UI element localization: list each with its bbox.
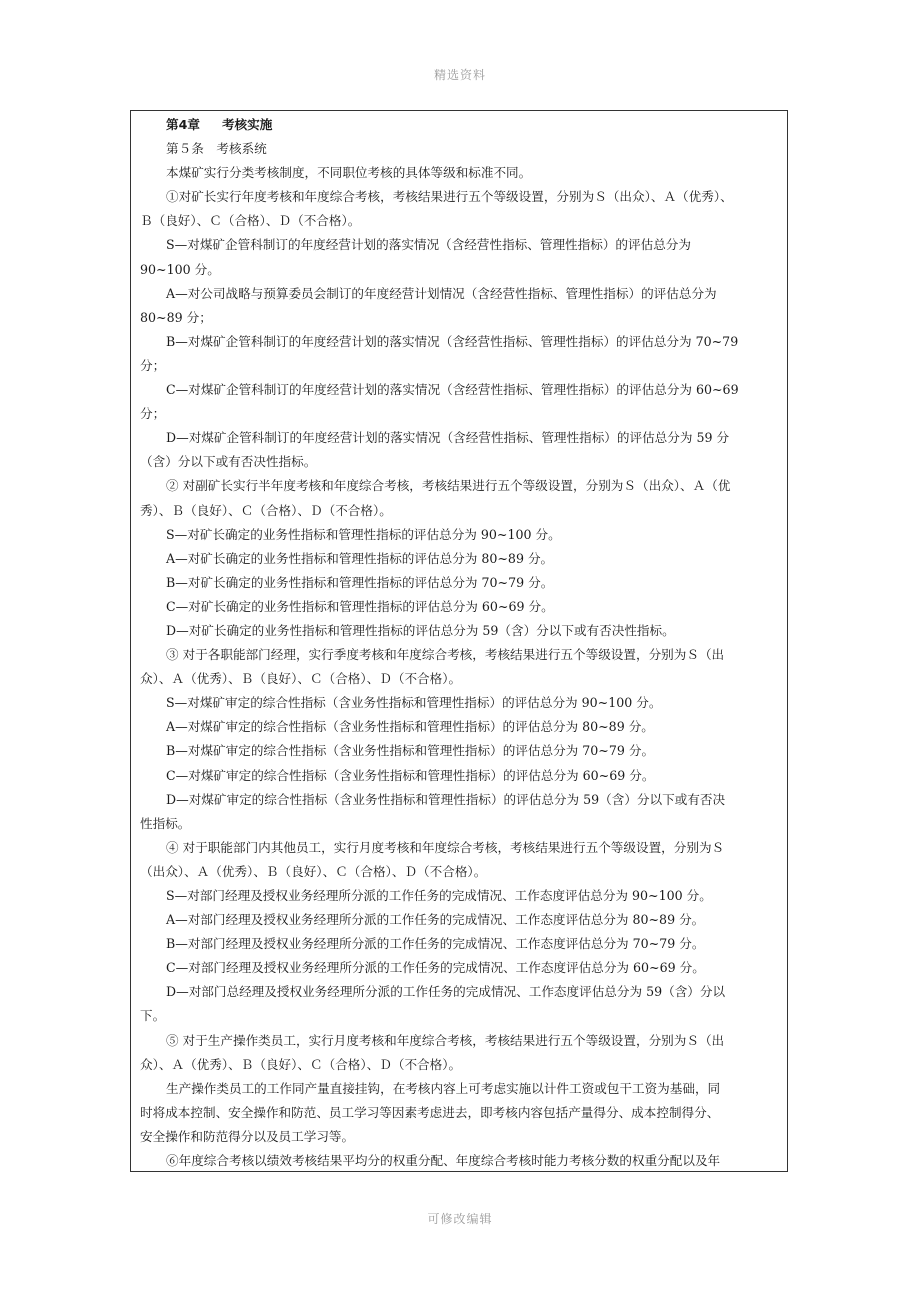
text-line: S—对部门经理及授权业务经理所分派的工作任务的完成情况、工作态度评估总分为 90~100 分。 — [166, 888, 712, 903]
text-line: B—对煤矿企管科制订的年度经营计划的落实情况（含经营性指标、管理性指标）的评估总分为 70~79 — [166, 333, 739, 349]
text-line: 分； — [140, 357, 166, 373]
text-line: A—对公司战略与预算委员会制订的年度经营计划情况（含经营性指标、管理性指标）的评估总分为 — [166, 285, 717, 301]
text-line: 性指标。 — [140, 815, 191, 831]
chapter-number: 第4章 — [166, 117, 200, 132]
text-line: Ｂ（良好）、Ｃ（合格）、Ｄ（不合格）。 — [140, 213, 361, 229]
text-line: C—对部门经理及授权业务经理所分派的工作任务的完成情况、工作态度评估总分为 60~69 分。 — [166, 960, 705, 976]
text-line: （含）分以下或有否决性指标。 — [140, 454, 317, 470]
text-line: D—对煤矿审定的综合性指标（含业务性指标和管理性指标）的评估总分为 59（含）分以下或有否决 — [166, 791, 726, 807]
text-line: S—对矿长确定的业务性指标和管理性指标的评估总分为 90~100 分。 — [166, 526, 561, 542]
text-line: B—对煤矿审定的综合性指标（含业务性指标和管理性指标）的评估总分为 70~79 分。 — [166, 743, 655, 759]
text-line: 第５条 考核系统 — [166, 141, 267, 157]
text-line: 生产操作类员工的工作同产量直接挂钩，在考核内容上可考虑实施以计件工资或包干工资为基础，同 — [166, 1080, 721, 1096]
text-line: 80~89 分； — [140, 309, 212, 325]
text-line: C—对煤矿企管科制订的年度经营计划的落实情况（含经营性指标、管理性指标）的评估总分为 60~69 — [166, 382, 739, 398]
text-line: 安全操作和防范得分以及员工学习等。 — [140, 1128, 355, 1144]
text-line: B—对部门经理及授权业务经理所分派的工作任务的完成情况、工作态度评估总分为 70~79 分。 — [166, 936, 705, 952]
text-line: B—对矿长确定的业务性指标和管理性指标的评估总分为 70~79 分。 — [166, 574, 554, 590]
document-body — [140, 137, 781, 1172]
chapter-title: 考核实施 — [221, 117, 273, 132]
text-line: D—对煤矿企管科制订的年度经营计划的落实情况（含经营性指标、管理性指标）的评估总分为 59 分 — [166, 430, 730, 446]
page-header: 精选资料 — [433, 68, 486, 82]
page-footer: 可修改编辑 — [427, 1212, 493, 1226]
text-line: S—对煤矿审定的综合性指标（含业务性指标和管理性指标）的评估总分为 90~100 分。 — [166, 695, 662, 711]
text-line: （出众）、Ａ（优秀）、Ｂ（良好）、Ｃ（合格）、Ｄ（不合格）。 — [140, 863, 487, 879]
text-line: 众）、Ａ（优秀）、Ｂ（良好）、Ｃ（合格）、Ｄ（不合格）。 — [140, 671, 462, 687]
text-line: ③ 对于各职能部门经理，实行季度考核和年度综合考核，考核结果进行五个等级设置，分别为Ｓ（出 — [166, 647, 725, 663]
text-line: 秀）、Ｂ（良好）、Ｃ（合格）、Ｄ（不合格）。 — [140, 502, 392, 518]
text-line: C—对煤矿审定的综合性指标（含业务性指标和管理性指标）的评估总分为 60~69 分。 — [166, 767, 655, 783]
text-line: ⑥年度综合考核以绩效考核结果平均分的权重分配、年度综合考核时能力考核分数的权重分配以及年 — [166, 1153, 721, 1169]
text-line: D—对矿长确定的业务性指标和管理性指标的评估总分为 59（含）分以下或有否决性指标。 — [166, 622, 675, 638]
text-line: A—对部门经理及授权业务经理所分派的工作任务的完成情况、工作态度评估总分为 80~89 分。 — [166, 912, 705, 928]
document-frame — [130, 110, 788, 1172]
text-line: 分； — [140, 406, 166, 422]
text-line: D—对部门总经理及授权业务经理所分派的工作任务的完成情况、工作态度评估总分为 59（含）分以 — [166, 984, 726, 1000]
text-line: S—对煤矿企管科制订的年度经营计划的落实情况（含经营性指标、管理性指标）的评估总分为 — [166, 237, 691, 253]
chapter-heading — [140, 113, 781, 137]
text-line: ①对矿长实行年度考核和年度综合考核，考核结果进行五个等级设置，分别为Ｓ（出众）、Ａ（优秀）、 — [166, 189, 733, 205]
text-line: C—对矿长确定的业务性指标和管理性指标的评估总分为 60~69 分。 — [166, 598, 554, 614]
text-line: 众）、Ａ（优秀）、Ｂ（良好）、Ｃ（合格）、Ｄ（不合格）。 — [140, 1056, 462, 1072]
text-line: 下。 — [140, 1008, 166, 1024]
text-line: 90~100 分。 — [140, 261, 220, 277]
text-line: 本煤矿实行分类考核制度，不同职位考核的具体等级和标准不同。 — [166, 165, 532, 181]
text-line: ④ 对于职能部门内其他员工，实行月度考核和年度综合考核，考核结果进行五个等级设置，分别为Ｓ — [166, 839, 725, 855]
text-line: 时将成本控制、安全操作和防范、员工学习等因素考虑进去，即考核内容包括产量得分、成本控制得分、 — [140, 1104, 720, 1120]
text-line: ⑤ 对于生产操作类员工，实行月度考核和年度综合考核，考核结果进行五个等级设置，分别为Ｓ（出 — [166, 1032, 725, 1048]
text-line: A—对煤矿审定的综合性指标（含业务性指标和管理性指标）的评估总分为 80~89 分。 — [166, 719, 654, 735]
text-line: A—对矿长确定的业务性指标和管理性指标的评估总分为 80~89 分。 — [166, 550, 554, 566]
text-line: ② 对副矿长实行半年度考核和年度综合考核，考核结果进行五个等级设置，分别为Ｓ（出众）、Ａ（优 — [166, 478, 731, 494]
